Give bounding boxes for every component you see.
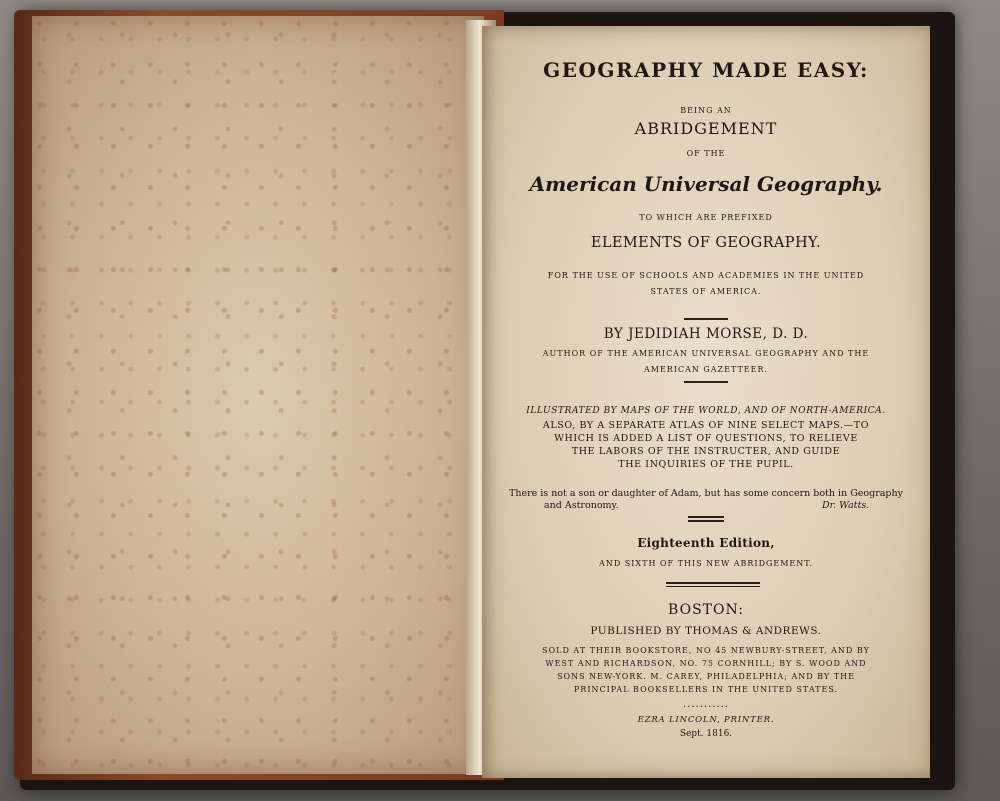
left-endpaper	[32, 16, 484, 774]
illustrated-line-5: THE INQUIRIES OF THE PUPIL.	[618, 459, 794, 470]
illustrated-line-2: ALSO, BY A SEPARATE ATLAS OF NINE SELECT MAPS.—TO	[542, 420, 870, 431]
use-line-1: FOR THE USE OF SCHOOLS AND ACADEMIES IN THE UNITED	[547, 271, 865, 280]
abridgement-line: ABRIDGEMENT	[634, 119, 778, 138]
illustrated-line-4: THE LABORS OF THE INSTRUCTER, AND GUIDE	[571, 446, 841, 457]
book-title: GEOGRAPHY MADE EASY:	[543, 58, 869, 82]
epigraph-line-2: and Astronomy.	[544, 500, 619, 511]
of-the-line: OF THE	[686, 149, 726, 158]
author-of-line-1: AUTHOR OF THE AMERICAN UNIVERSAL GEOGRAPHY AND THE	[542, 349, 870, 358]
sold-line-2: WEST AND RICHARDSON, NO. 75 CORNHILL; BY S. WOOD AND	[545, 659, 867, 668]
double-rule-top	[688, 516, 724, 518]
thin-rule	[666, 586, 760, 587]
sixth-abridgement-line: AND SIXTH OF THIS NEW ABRIDGEMENT.	[599, 559, 813, 568]
thick-rule	[666, 582, 760, 584]
work-title: American Universal Geography.	[529, 172, 883, 196]
dotted-separator: ...........	[683, 699, 729, 710]
title-page	[482, 26, 930, 778]
epigraph-line-1: There is not a son or daughter of Adam, but has some concern both in Geography	[509, 488, 903, 499]
double-rule-bottom	[688, 520, 724, 522]
ornament-rule-1	[684, 318, 728, 320]
printer-line: EZRA LINCOLN, PRINTER.	[637, 715, 775, 725]
prefixed-line: TO WHICH ARE PREFIXED	[639, 213, 773, 222]
elements-line: ELEMENTS OF GEOGRAPHY.	[590, 235, 822, 251]
use-line-2: STATES OF AMERICA.	[650, 287, 762, 296]
illustrated-line-1: ILLUSTRATED BY MAPS OF THE WORLD, AND OF NORTH-AMERICA.	[526, 406, 886, 416]
sold-line-1: SOLD AT THEIR BOOKSTORE, NO 45 NEWBURY-STREET, AND BY	[542, 646, 870, 655]
being-an-line: BEING AN	[680, 106, 732, 115]
author-of-line-2: AMERICAN GAZETTEER.	[643, 365, 769, 374]
illustrated-line-3: WHICH IS ADDED A LIST OF QUESTIONS, TO RELIEVE	[554, 433, 858, 444]
epigraph-attribution: Dr. Watts.	[822, 500, 870, 511]
date-line: Sept. 1816.	[679, 729, 733, 739]
city-line: BOSTON:	[668, 602, 744, 618]
publisher-line: PUBLISHED BY THOMAS & ANDREWS.	[590, 625, 822, 637]
ornament-rule-2	[684, 381, 728, 383]
author-line: BY JEDIDIAH MORSE, D. D.	[603, 326, 809, 342]
sold-line-4: PRINCIPAL BOOKSELLERS IN THE UNITED STATES.	[573, 685, 839, 694]
edition-line: Eighteenth Edition,	[637, 536, 775, 550]
sold-line-3: SONS NEW-YORK. M. CAREY, PHILADELPHIA; AND BY THE	[557, 672, 855, 681]
